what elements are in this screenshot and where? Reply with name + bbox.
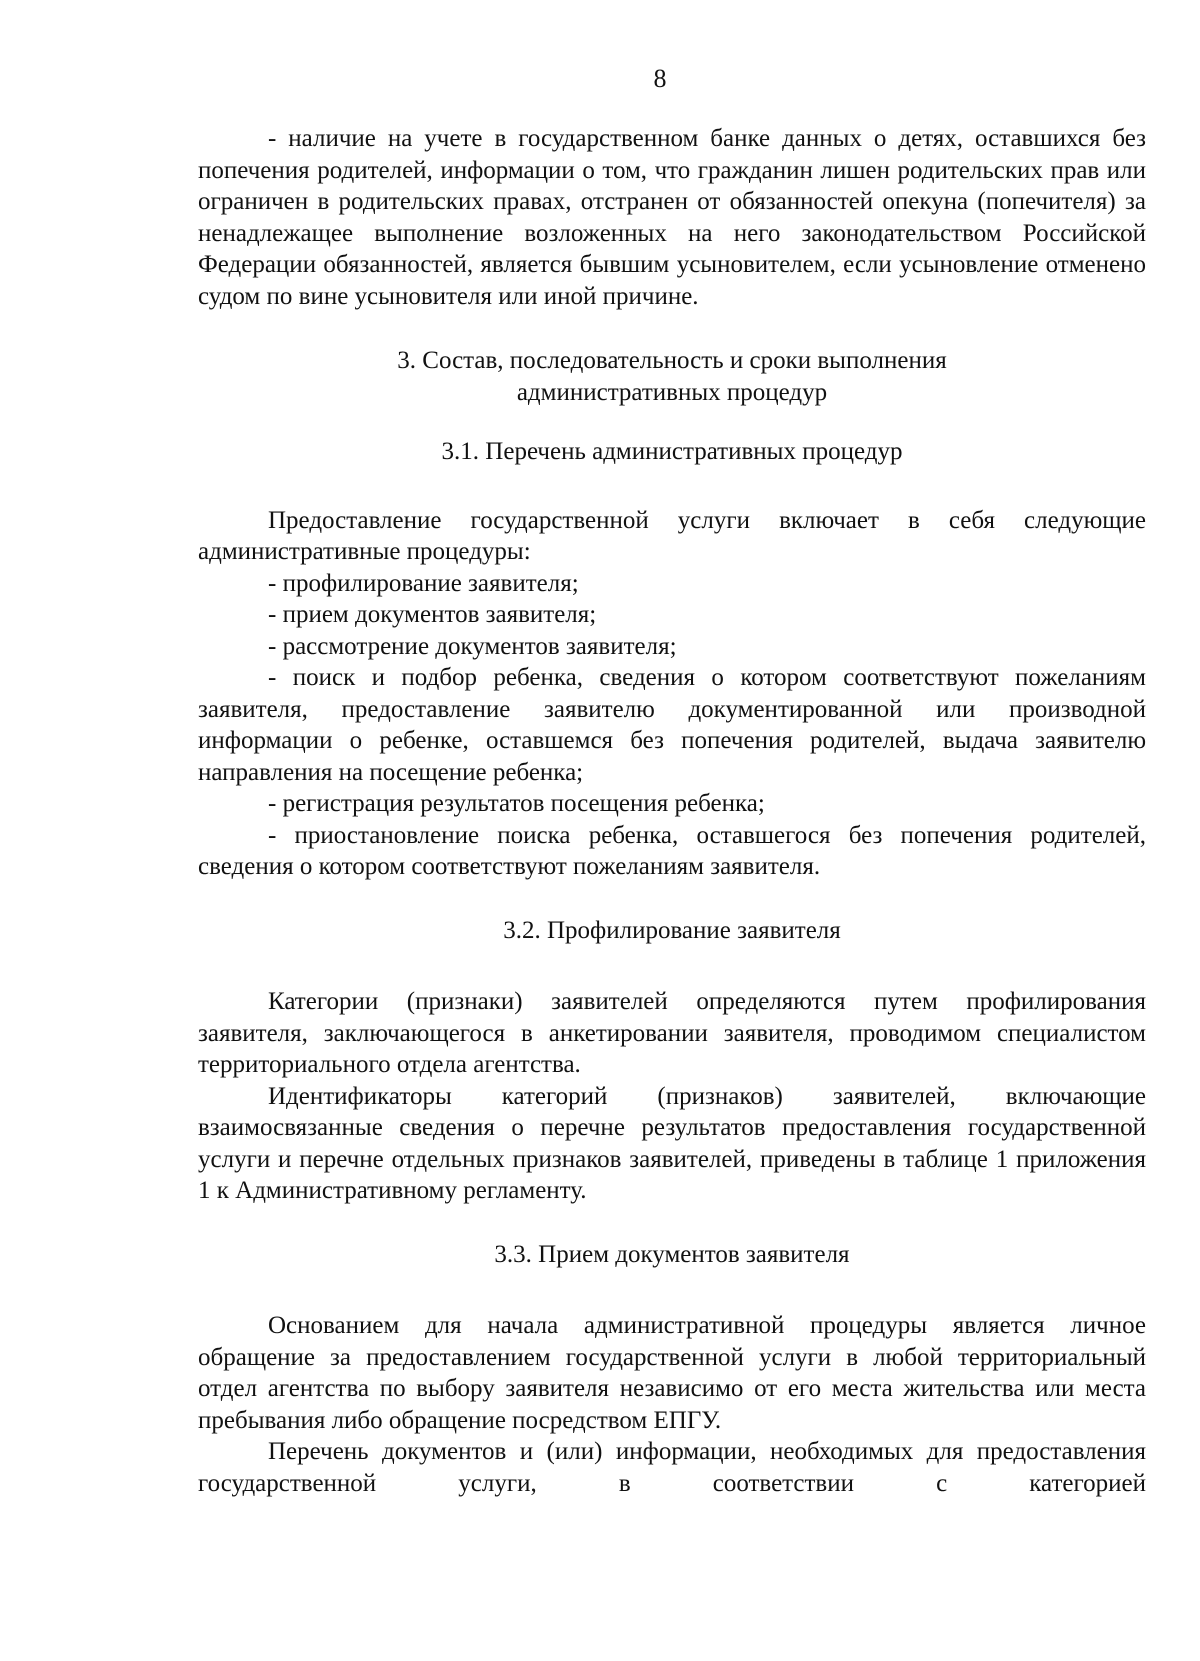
page-number: 8	[653, 64, 667, 93]
section-heading	[198, 436, 1146, 468]
paragraph: - профилирование заявителя;	[268, 569, 579, 597]
paragraph: Идентификаторы категорий (признаков) заявителей, включающие взаимосвязанные сведения о перечне результатов предоставления государственной услуги и перечне отдельных признаков заявителей, приведены в таблице 1 приложения 1 к Административному регламенту.	[198, 1082, 1146, 1204]
paragraph: Предоставление государственной услуги включает в себя следующие административные процедуры:	[198, 506, 1146, 565]
section-heading	[198, 1239, 1146, 1271]
paragraph: - поиск и подбор ребенка, сведения о котором соответствуют пожеланиям заявителя, предоставление заявителю документированной или производной информации о ребенке, оставшемся без попечения родителей, выдача заявителю направления на посещение ребенка;	[198, 664, 1146, 786]
document-body	[198, 123, 1146, 1499]
paragraph: - регистрация результатов посещения ребенка;	[268, 790, 765, 817]
paragraph: Категории (признаки) заявителей определяются путем профилирования заявителя, заключающегося в анкетировании заявителя, проводимом специалистом территориального отдела агентства.	[198, 988, 1146, 1078]
section-heading-line: административных процедур	[516, 378, 828, 406]
section-heading-line: 3. Состав, последовательность и сроки выполнения	[397, 347, 947, 374]
paragraph: - прием документов заявителя;	[268, 601, 597, 628]
paragraph: Основанием для начала административной процедуры является личное обращение за предоставлением государственной услуги в любой территориальный отдел агентства по выбору заявителя независимо от его места жительства или места пребывания либо обращение посредством ЕПГУ.	[198, 1312, 1146, 1434]
section-heading	[198, 915, 1146, 947]
paragraph: - приостановление поиска ребенка, оставшегося без попечения родителей, сведения о котором соответствуют пожеланиям заявителя.	[198, 821, 1146, 880]
section-heading-line: 3.1. Перечень административных процедур	[441, 438, 903, 465]
paragraph: - рассмотрение документов заявителя;	[268, 632, 677, 660]
section-heading-line: 3.3. Прием документов заявителя	[494, 1240, 850, 1268]
paragraph: - наличие на учете в государственном банке данных о детях, оставшихся без попечения родителей, информации о том, что гражданин лишен родительских прав или ограничен в родительских правах, отстранен от обязанностей опекуна (попечителя) за ненадлежащее выполнение возложенных на него законодательством Российской Федерации обязанностей, является бывшим усыновителем, если усыновление отменено судом по вине усыновителя или иной причине.	[198, 125, 1146, 310]
paragraph: Перечень документов и (или) информации, необходимых для предоставления государственной услуги, в соответствии с категорией	[198, 1438, 1146, 1497]
section-heading	[198, 345, 1146, 408]
section-heading-line: 3.2. Профилирование заявителя	[503, 916, 841, 944]
